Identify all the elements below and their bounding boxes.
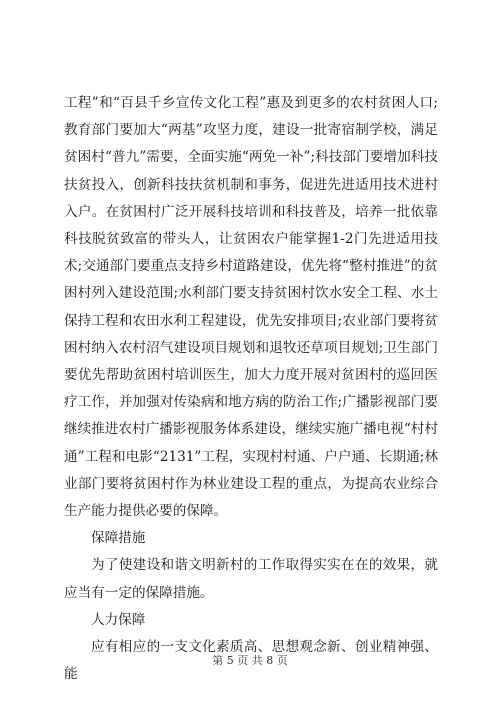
body-paragraph: 应有相应的一支文化素质高、思想观念新、创业精神强、能 bbox=[64, 639, 438, 683]
section-heading-manpower-guarantee: 人力保障 bbox=[91, 611, 146, 628]
document-body bbox=[64, 90, 438, 688]
section-heading-guarantee-measures: 保障措施 bbox=[91, 530, 146, 547]
body-paragraph: 工程”和“百县千乡宣传文化工程”惠及到更多的农村贫困人口;教育部门要加大“两基”攻坚力度，建设一批寄宿制学校，满足贫困村“普九”需要，全面实施“两免一补”;科技部门要增加科技扶贫投入，创新科技扶贫机制和事务，促进先进适用技术进村入户。在贫困村广泛开展科技培训和科技普及，培养一批依靠科技脱贫致富的带头人，让贫困农户能掌握1-2门先进适用技术;交通部门要重点支持乡村道路建设，优先将“整村推进”的贫困村列入建设范围;水利部门要支持贫困村饮水安全工程、水土保持工程和农田水利工程建设，优先安排项目;农业部门要将贫困村纳入农村沼气建设项目规划和退牧还草项目规划;卫生部门要优先帮助贫困村培训医生，加大力度开展对贫困村的巡回医疗工作，并加强对传染病和地方病的防治工作;广播影视部门要继续推进农村广播影视服务体系建设，继续实施广播电视“村村通”工程和电影“2131”工程，实现村村通、户户通、长期通;林业部门要将贫困村作为林业建设工程的重点，为提高农业综合生产能力提供必要的保障。 bbox=[64, 95, 438, 520]
page-number: 第 5 页 共 8 页 bbox=[212, 654, 288, 667]
body-paragraph: 为了使建设和谐文明新村的工作取得实实在在的效果，就应当有一定的保障措施。 bbox=[64, 557, 438, 601]
page-footer bbox=[0, 652, 500, 668]
